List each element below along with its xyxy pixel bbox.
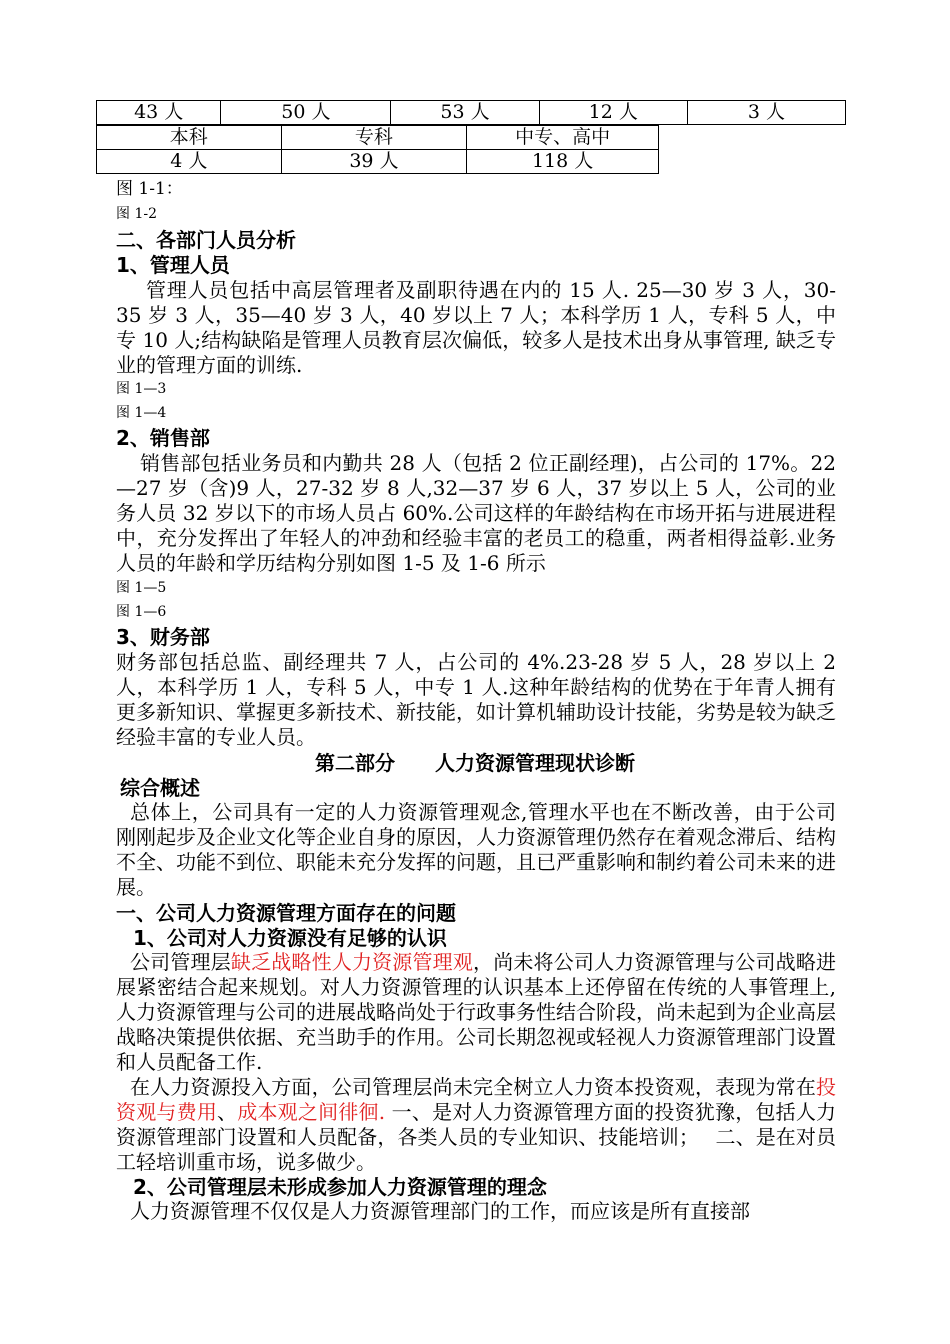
figure-caption: 图 1—4 (116, 405, 167, 421)
table-cell: 43 人 (97, 101, 221, 125)
text-run: ，尚未将公司人力资源管理与公司战略进展紧密结合起来规划。对人力资源管理的认识基本上还停留在传统的人事管理上,人力资源管理与公司的进展战略尚处于行政事务性结合阶段，尚未起到为企业高层战略决策提供依据、充当助手的作用。公司长期忽视或轻视人力资源管理部门设置和人员配备工作. (116, 950, 837, 1074)
table-cell: 4 人 (97, 150, 282, 174)
table-header: 本科 (97, 126, 282, 150)
table-cell: 3 人 (687, 101, 845, 125)
figure-caption: 图 1-1： (116, 179, 183, 199)
figure-caption: 图 1—3 (116, 381, 167, 397)
paragraph: 人力资源管理不仅仅是人力资源管理部门的工作，而应该是所有直接部 (130, 1199, 750, 1223)
table-row (97, 150, 659, 174)
subsection-heading: 2、公司管理层未形成参加人力资源管理的理念 (133, 1175, 547, 1199)
highlighted-text: 缺乏战略性人力资源管理观 (230, 950, 474, 974)
figure-caption: 图 1-2 (116, 206, 157, 222)
table-header: 中专、高中 (467, 126, 659, 150)
subsection-heading: 3、财务部 (116, 625, 210, 649)
figure-caption: 图 1—6 (116, 604, 167, 620)
paragraph: 财务部包括总监、副经理共 7 人，占公司的 4%.23-28 岁 5 人，28 岁以上 2 人，本科学历 1 人，专科 5 人，中专 1 人.这种年龄结构的优势在于年青人拥有更多新知识、掌握更多新技术、新技能，如计算机辅助设计技能，劣势是较为缺乏经验丰富的专业人员。 (116, 650, 836, 749)
overview-heading: 综合概述 (120, 776, 200, 800)
paragraph (116, 950, 836, 1075)
subsection-heading: 1、公司对人力资源没有足够的认识 (133, 926, 447, 950)
figure-caption: 图 1—5 (116, 580, 167, 596)
table-cell: 12 人 (539, 101, 687, 125)
paragraph: 总体上，公司具有一定的人力资源管理观念,管理水平也在不断改善，由于公司刚刚起步及企业文化等企业自身的原因，人力资源管理仍然存在着观念滞后、结构不全、功能不到位、职能未充分发挥的问题，且已严重影响和制约着公司未来的进展。 (116, 800, 836, 899)
subsection-heading: 1、管理人员 (116, 253, 230, 277)
text-run: 、 (217, 1100, 238, 1124)
text-run: 一、是对人力资源管理方面的投资犹豫，包括人力资源管理部门设置和人员配备，各类人员的专业知识、技能培训； 二、是在对员工轻培训重市场，说多做少。 (116, 1100, 837, 1174)
table-cell: 118 人 (467, 150, 659, 174)
table-row (97, 126, 659, 150)
highlighted-text: 成本观之间徘徊. (237, 1100, 386, 1124)
paragraph: 销售部包括业务员和内勤共 28 人（包括 2 位正副经理)，占公司的 17%。22—27 岁（含)9 人，27-32 岁 8 人,32—37 岁 6 人，37 岁以上 5 人，公司的业务人员 32 岁以下的市场人员占 60%.公司这样的年龄结构在市场开拓与进展进程中，充分发挥出了年轻人的冲劲和经验丰富的老员工的稳重，两者相得益彰.业务人员的年龄和学历结构分别如图 1-5 及 1-6 所示 (116, 451, 836, 575)
table-cell: 50 人 (221, 101, 391, 125)
section-heading: 二、各部门人员分析 (116, 228, 296, 252)
table-header: 专科 (281, 126, 467, 150)
table-cell: 53 人 (391, 101, 539, 125)
text-run: 公司管理层 (130, 950, 231, 974)
paragraph (116, 1075, 836, 1175)
part-title: 第二部分 人力资源管理现状诊断 (315, 751, 635, 775)
text-run: 在人力资源投入方面，公司管理层尚未完全树立人力资本投资观，表现为常在 (130, 1075, 816, 1099)
section-heading: 一、公司人力资源管理方面存在的问题 (116, 901, 456, 925)
table-cell: 39 人 (281, 150, 467, 174)
education-table (96, 125, 659, 174)
subsection-heading: 2、销售部 (116, 426, 210, 450)
age-count-table (96, 100, 846, 125)
table-row (97, 101, 846, 125)
paragraph: 管理人员包括中高层管理者及副职待遇在内的 15 人. 25—30 岁 3 人，30-35 岁 3 人，35—40 岁 3 人，40 岁以上 7 人；本科学历 1 人，专科 5 人，中专 10 人;结构缺陷是管理人员教育层次偏低，较多人是技术出身从事管理, 缺乏专业的管理方面的训练. (116, 278, 836, 377)
highlighted-text: 投资观与费用 (116, 1075, 836, 1124)
